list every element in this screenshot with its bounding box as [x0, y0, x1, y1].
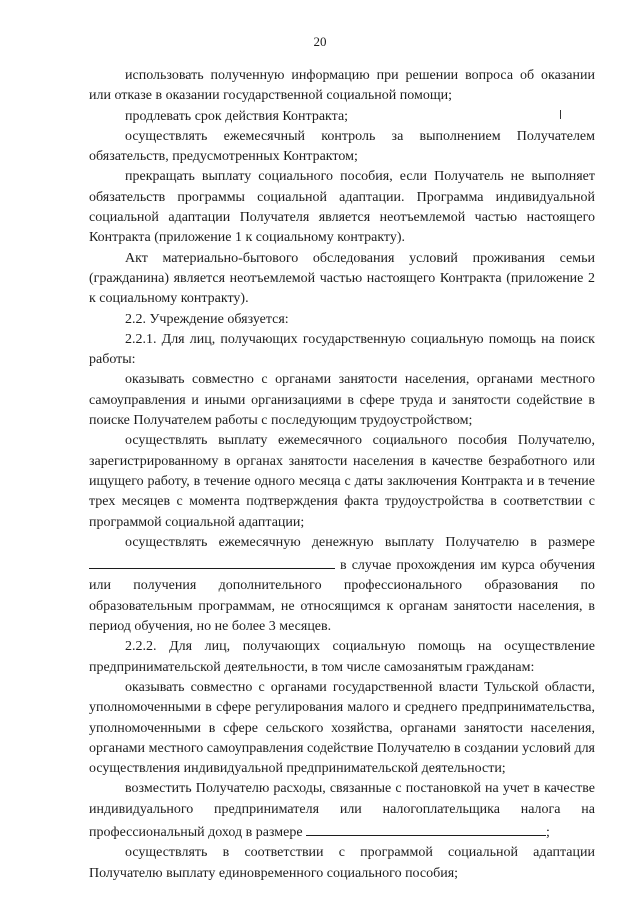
paragraph: Акт материально-бытового обследования условий проживания семьи (гражданина) является неотъемлемой частью настоящего Контракта (приложение 2 к социальному контракту).: [89, 250, 595, 307]
page-number: 20: [313, 34, 327, 49]
reimburse-text: возместить Получателю расходы, связанные с постановкой на учет в качестве индивидуального предпринимателя или налогоплательщика налога на профессиональный доход в размере: [89, 781, 595, 840]
paragraph: прекращать выплату социального пособия, если Получатель не выполняет обязательств программы социальной адаптации. Программа индивидуальной социальной адаптации Получателя является неотъемлемой частью настоящего Контракта (приложение 1 к социальному контракту).: [89, 169, 595, 246]
payment-amount-blank: [89, 553, 335, 569]
paragraph-reimburse: [89, 779, 595, 843]
monthly-payment-text-continued: в случае прохождения им курса обучения или получения дополнительного профессионального образования по образовательным программам, не относящимся к органам занятости населения, в период обучения, но не более 3 месяцев.: [89, 558, 596, 635]
subsection-heading: 2.2.2. Для лиц, получающих социальную помощь на осуществление предпринимательской деятельности, в том числе самозанятым гражданам:: [89, 639, 595, 675]
monthly-payment-text: осуществлять ежемесячную денежную выплату Получателю в размере: [125, 534, 595, 550]
paragraph: оказывать совместно с органами государственной власти Тульской области, уполномоченными в сфере регулирования малого и среднего предпринимательства, уполномоченными в сфере сельского хозяйства, органами занятости населения, органами местного самоуправления содействие Получателю в создании условий для осуществления индивидуальной предпринимательской деятельности;: [89, 679, 595, 777]
paragraph: осуществлять ежемесячный контроль за выполнением Получателем обязательств, предусмотренных Контрактом;: [89, 128, 595, 165]
paragraph: осуществлять выплату ежемесячного социального пособия Получателю, зарегистрированному в органах занятости населения в качестве безработного или ищущего работу, в течение одного месяца с даты заключения Контракта и в течение трех месяцев с момента подтверждения факта трудоустройства в соответствии с программой социальной адаптации;: [89, 433, 595, 530]
subsection-heading: 2.2.1. Для лиц, получающих государственную социальную помощь на поиск работы:: [89, 331, 595, 368]
reimburse-end: ;: [546, 824, 550, 840]
document-body: [89, 66, 595, 884]
paragraph: использовать полученную информацию при решении вопроса об оказании или отказе в оказании государственной социальной помощи;: [89, 68, 595, 104]
paragraph: оказывать совместно с органами занятости населения, органами местного самоуправления и иными организациями в сфере труда и занятости содействие в поиске Получателем работы с последующим трудоустройством;: [89, 372, 595, 429]
paragraph: продлевать срок действия Контракта;: [125, 108, 349, 124]
reimburse-amount-blank: [306, 820, 546, 836]
paragraph-monthly-payment: [89, 533, 595, 637]
paragraph: осуществлять в соответствии с программой социальной адаптации Получателю выплату единовременного социального пособия;: [89, 845, 595, 881]
section-heading: 2.2. Учреждение обязуется:: [125, 311, 289, 327]
